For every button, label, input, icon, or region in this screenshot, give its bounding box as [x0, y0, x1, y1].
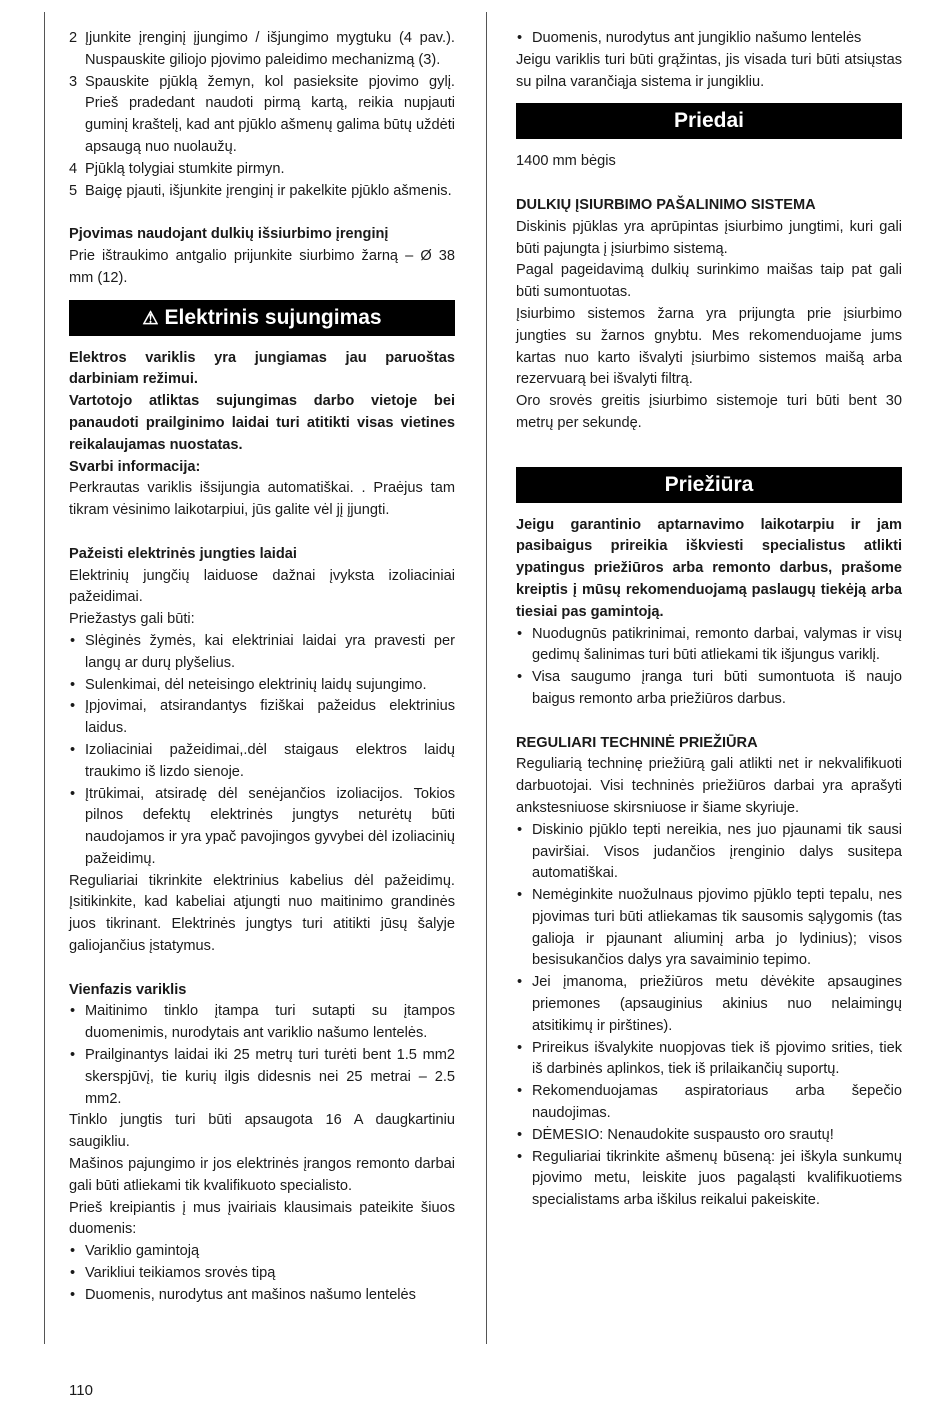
electric-connection-banner: [69, 300, 455, 336]
list-item: • Nemėginkite nuožulnaus pjovimo pjūklo tepti tepalu, nes pjovimas turi būti atliekamas tik sausomis sąlygomis (tas galioja ir pjaunant aliuminį arba jo lydinius); visos besisukančios dalys yra savaiminio tepimo.: [516, 885, 902, 972]
step-2: 2 Įjunkite įrenginį įjungimo / išjungimo mygtuku (4 pav.). Nuspauskite giliojo pjovimo paleidimo mechanizmą (3).: [69, 28, 455, 72]
list-item: • Sulenkimai, dėl neteisingo elektrinių laidų sujungimo.: [69, 675, 455, 697]
maintenance-bold: Jeigu garantinio aptarnavimo laikotarpiu ir jam pasibaigus prireikia iškviesti specialistus atlikti ypatingus priežiūros arba remonto darbus, prašome kreiptis į mūsų rekomenduojamą paslaugų tiekėją arba tiesiai pas gamintoją.: [516, 516, 902, 620]
electric-bold-2: Vartotojo atliktas sujungimas darbo vietoje bei panaudoti prailginimo laidai turi atitikti visas vietines reikalaujamas nuostatas.: [69, 393, 455, 453]
single-phase-text-1: Tinklo jungtis turi būti apsaugota 16 A daugkartiniu saugikliu.: [69, 1112, 455, 1151]
list-item: • Maitinimo tinklo įtampa turi sutapti su įtampos duomenimis, nurodytais ant variklio našumo lentelės.: [69, 1001, 455, 1045]
regular-maintenance-list: [516, 820, 902, 1212]
damaged-text-1: Elektrinių jungčių laiduose dažnai įvyksta izoliaciniai pažeidimai.: [69, 567, 455, 606]
maintenance-banner: [516, 467, 902, 503]
list-item: • Izoliaciniai pažeidimai,.dėl staigaus elektros laidų traukimo iš lizdo sienoje.: [69, 740, 455, 784]
return-text: Jeigu variklis turi būti grąžintas, jis visada turi būti atsiųstas su pilna varančiąja sistema ir jungikliu.: [516, 51, 902, 90]
list-item: • Variklio gamintoją: [69, 1241, 455, 1263]
maintenance-list: [516, 624, 902, 711]
step-3: 3 Spauskite pjūklą žemyn, kol pasieksite pjovimo gylį. Prieš pradedant naudoti pirmą kartą, reikia nupjauti guminį kraštelį, kad ant pjūklo ašmenų galima būtų uždėti apsaugą nuo nuolaužų.: [69, 72, 455, 159]
warning-triangle-icon: ⚠: [142, 307, 159, 328]
list-item: • Duomenis, nurodytus ant jungiklio našumo lentelės: [516, 28, 902, 50]
banner-title: Priežiūra: [664, 472, 754, 496]
list-item: • Rekomenduojamas aspiratoriaus arba šepečio naudojimas.: [516, 1081, 902, 1125]
banner-title: Priedai: [673, 109, 745, 133]
required-data-list-continued: [516, 28, 902, 50]
single-phase-heading: Vienfazis variklis: [69, 981, 187, 998]
rail-accessory: 1400 mm bėgis: [516, 153, 616, 170]
damaged-cables-heading: Pažeisti elektrinės jungties laidai: [69, 545, 297, 562]
important-heading: Svarbi informacija:: [69, 458, 201, 475]
required-data-list: [69, 1241, 455, 1306]
list-item: • Visa saugumo įranga turi būti sumontuota iš naujo baigus remonto arba priežiūros darbus.: [516, 667, 902, 711]
dust-extraction-text: Prie ištraukimo antgalio prijunkite siurbimo žarną – Ø 38 mm (12).: [69, 247, 455, 286]
regular-maintenance-text: Reguliarią techninę priežiūrą gali atlikti net ir nekvalifikuoti darbuotojai. Visi techninės priežiūros darbai yra aprašyti ankstesniuose skirsniuose ir šiame skyriuje.: [516, 756, 902, 816]
regular-maintenance-heading: REGULIARI TECHNINĖ PRIEŽIŪRA: [516, 734, 758, 751]
banner-title: Elektrinis sujungimas: [164, 305, 382, 329]
damage-causes-list: [69, 631, 455, 871]
single-phase-text-3: Prieš kreipiantis į mus įvairiais klausimais pateikite šiuos duomenis:: [69, 1199, 455, 1238]
dust-system-text-4: Oro srovės greitis įsiurbimo sistemoje turi būti bent 30 metrų per sekundę.: [516, 393, 902, 431]
column-divider: [486, 12, 487, 1344]
accessories-banner: [516, 103, 902, 139]
list-item: • Nuodugnūs patikrinimai, remonto darbai, valymas ir visų gedimų šalinimas turi būti atliekami tik išjungus variklį.: [516, 624, 902, 668]
list-item: • Reguliariai tikrinkite ašmenų būseną: jei iškyla sunkumų pjovimo metu, leiskite juos pagaląsti kvalifikuotiems specialistams arba iškilus reikalui pakeiskite.: [516, 1147, 902, 1212]
page-number: 110: [69, 1382, 93, 1399]
dust-system-text-1: Diskinis pjūklas yra aprūpintas įsiurbimo jungtimi, kuri gali būti pajungta į įsiurbimo sistemą.: [516, 218, 902, 257]
single-phase-list: [69, 1001, 455, 1110]
dust-system-text-3: Įsiurbimo sistemos žarna yra prijungta prie įsiurbimo jungties su žarnos gnybtu. Mes rekomenduojame jums kartas nuo karto išvalyti įsiurbimo sistemos maišą arba rezervuarą bei išvalyti filtrą.: [516, 305, 902, 388]
important-text: Perkrautas variklis išsijungia automatiškai. . Praėjus tam tikram vėsinimo laikotarpiui, jūs galite vėl jį įjungti.: [69, 480, 455, 519]
dust-system-text-2: Pagal pageidavimą dulkių surinkimo maišas taip pat gali būti sumontuotas.: [516, 262, 902, 301]
damaged-text-2: Priežastys gali būti:: [69, 611, 195, 628]
damaged-text-3: Reguliariai tikrinkite elektrinius kabelius dėl pažeidimų. Įsitikinkite, kad kabeliai atjungti nuo maitinimo grandinės juos tikrinant. Elektrinės jungtys turi atitikti jūsų šalyje galiojančius įstatymus.: [69, 872, 455, 955]
electric-bold-1: Elektros variklis yra jungiamas jau paruoštas darbiniam režimui.: [69, 349, 455, 388]
list-item: • Prireikus išvalykite nuopjovas tiek iš pjovimo srities, tiek iš darbinės aplinkos, tiek iš prilaikančių suportų.: [516, 1038, 902, 1082]
cutting-steps: [69, 28, 455, 202]
right-column: [516, 28, 902, 1212]
step-4: 4 Pjūklą tolygiai stumkite pirmyn.: [69, 159, 455, 181]
step-5: 5 Baigę pjauti, išjunkite įrenginį ir pakelkite pjūklo ašmenis.: [69, 181, 455, 203]
list-item: • Diskinio pjūklo tepti nereikia, nes juo pjaunami tik sausi paviršiai. Visos judančios įrenginio dalys susitepa automatiškai.: [516, 820, 902, 885]
list-item: • Duomenis, nurodytus ant mašinos našumo lentelės: [69, 1285, 455, 1307]
list-item: • Prailginantys laidai iki 25 metrų turi turėti bent 1.5 mm2 skerspjūvį, tie kurių ilgis didesnis nei 25 metrai – 2.5 mm2.: [69, 1045, 455, 1110]
list-item: • DĖMESIO: Nenaudokite suspausto oro srautų!: [516, 1125, 902, 1147]
dust-extraction-heading: Pjovimas naudojant dulkių išsiurbimo įrenginį: [69, 226, 389, 243]
list-item: • Varikliui teikiamos srovės tipą: [69, 1263, 455, 1285]
left-margin-rule: [44, 12, 45, 1344]
list-item: • Jei įmanoma, priežiūros metu dėvėkite apsaugines priemones (apsauginius akinius nuo nelaimingų atsitikimų ir pirštines).: [516, 972, 902, 1037]
dust-system-heading: DULKIŲ ĮSIURBIMO PAŠALINIMO SISTEMA: [516, 196, 816, 213]
list-item: • Įtrūkimai, atsiradę dėl senėjančios izoliacijos. Tokios pilnos defektų elektrinės jungtys neturėtų būti naudojamos ir yra ypač pavojingos gyvybei dėl izoliacinių pažeidimų.: [69, 784, 455, 871]
list-item: • Įpjovimai, atsirandantys fiziškai pažeidus elektrinius laidus.: [69, 696, 455, 740]
list-item: • Slėginės žymės, kai elektriniai laidai yra pravesti per langų ar durų plyšelius.: [69, 631, 455, 675]
single-phase-text-2: Mašinos pajungimo ir jos elektrinės įrangos remonto darbai gali būti atliekami tik kvalifikuoto specialisto.: [69, 1156, 455, 1194]
left-column: [69, 28, 455, 1307]
